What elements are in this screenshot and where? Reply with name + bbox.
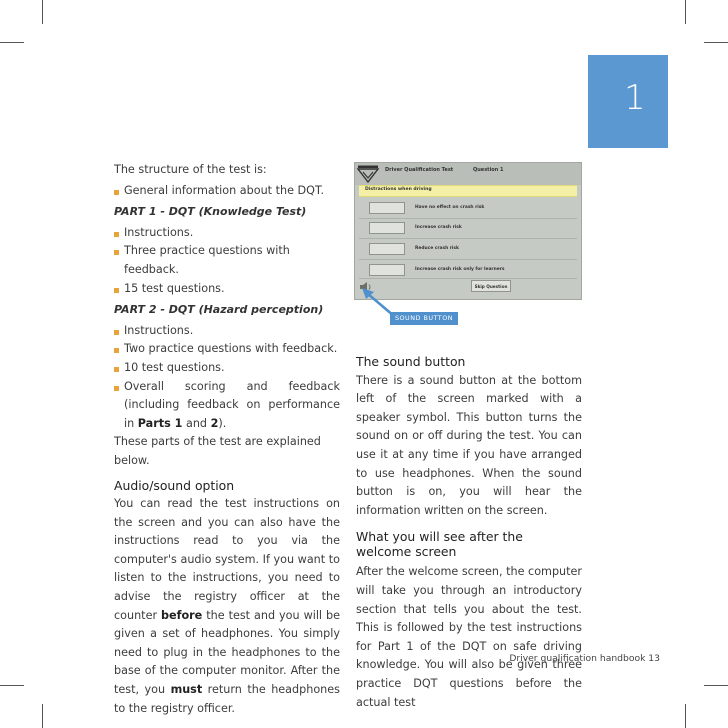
list-item: Two practice questions with feedback. [114,340,340,359]
divider [359,238,577,239]
part1-heading: PART 1 - DQT (Knowledge Test) [114,205,307,219]
list-item-overall: Overall scoring and feedback (including feedback on performance in Parts 1 and 2). [114,378,340,434]
divider [359,259,577,260]
figure-question-number: Question 1 [473,167,504,173]
explained-text: These parts of the test are explained below. [114,435,321,467]
part2-heading: PART 2 - DQT (Hazard perception) [114,303,324,317]
welcome-heading: What you will see after the welcome screen [356,529,523,560]
crop-mark [42,704,43,728]
left-column [114,161,340,718]
crop-mark [704,42,728,43]
divider [359,278,577,279]
crop-mark [0,42,24,43]
crop-mark [685,0,686,24]
answer-text: Increase crash risk [415,225,462,230]
answer-text: Reduce crash risk [415,246,459,251]
sound-paragraph: There is a sound button at the bottom left of the screen marked with a speaker symbol. This button turns the sound on or off during the test. You can use it at any time if you have arranged to use headphones. When the sound button is on, you will hear the information written on the screen. [356,373,582,517]
divider [359,218,577,219]
crop-mark [0,685,24,686]
answer-text: Have no effect on crash risk [415,205,485,210]
list-item: Instructions. [114,224,340,243]
chapter-tab [588,55,668,148]
chapter-number: 1 [624,78,646,118]
list-item: 10 test questions. [114,359,340,378]
answer-button[interactable] [369,243,405,255]
crop-mark [42,0,43,24]
crop-mark [685,704,686,728]
crop-mark [704,685,728,686]
audio-paragraph: You can read the test instructions on the screen and you can also have the instructions read to you via the computer's audio system. If you want to listen to the instructions, you need to advise the registry officer at the counter before the test and you will be given a set of headphones. You simply need to plug in the headphones to the base of the computer monitor. After the test, you must return the headphones to the registry officer. [114,497,340,715]
welcome-paragraph: After the welcome screen, the computer will take you through an introductory section that tells you about the test. This is followed by the test instructions for Part 1 of the DQT on safe driving knowledge. You will also be given three practice DQT questions before the actual test [356,565,582,709]
answer-button[interactable] [369,202,405,214]
sound-button-label: SOUND BUTTON [390,312,458,325]
triangle-logo-icon [357,165,379,183]
list-item: Instructions. [114,322,340,341]
list-item: General information about the DQT. [114,182,340,201]
list-item: 15 test questions. [114,280,340,299]
page-footer: Driver qualification handbook 13 [509,653,660,664]
answer-text: Increase crash risk only for learners [415,267,505,272]
audio-heading: Audio/sound option [114,477,235,493]
list-item: Three practice questions with feedback. [114,242,340,279]
skip-question-button[interactable]: Skip Question [471,280,511,292]
answer-button[interactable] [369,264,405,276]
figure-title: Driver Qualification Test [385,167,454,173]
structure-intro: The structure of the test is: [114,163,267,176]
sound-heading: The sound button [356,354,466,369]
answer-button[interactable] [369,222,405,234]
figure-question-band: Distractions when driving [359,185,577,197]
